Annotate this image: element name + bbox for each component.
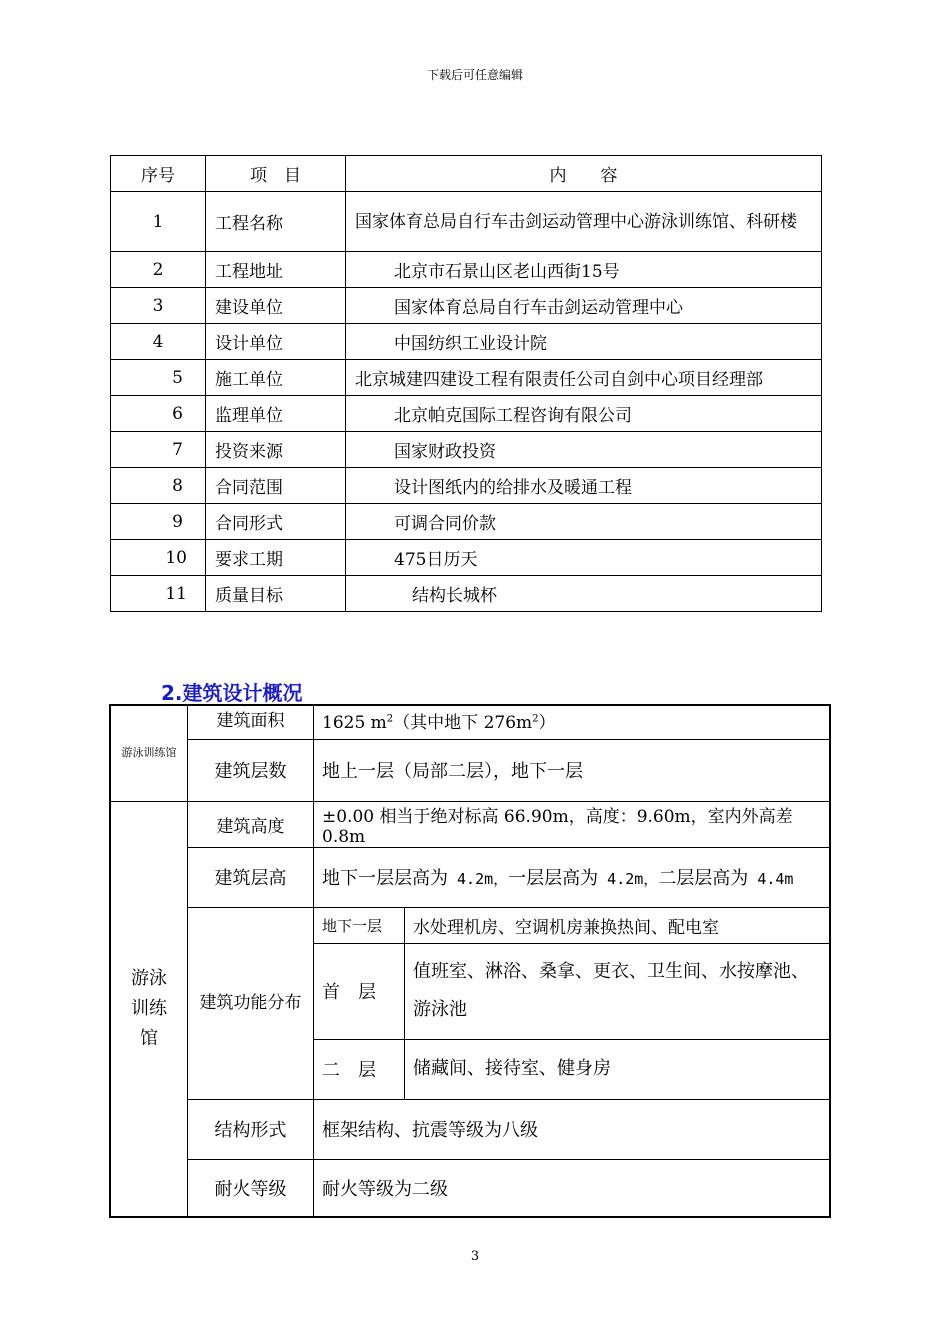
table-row <box>110 705 830 739</box>
row-content: 中国纺织工业设计院 <box>346 324 822 360</box>
row-item: 监理单位 <box>206 396 346 432</box>
row-no: 6 <box>111 396 206 432</box>
row-content: 国家体育总局自行车击剑运动管理中心 <box>346 288 822 324</box>
section-title: 2.建筑设计概况 <box>161 681 303 705</box>
function-floor: 地下一层 <box>314 907 405 943</box>
structure-label: 结构形式 <box>188 1099 314 1159</box>
row-content: 北京城建四建设工程有限责任公司自剑中心项目经理部 <box>346 360 822 396</box>
row-no: 4 <box>111 324 206 360</box>
row-no: 10 <box>111 540 206 576</box>
fire-value: 耐火等级为二级 <box>314 1159 831 1217</box>
row-no: 11 <box>111 576 206 612</box>
storey-height-label: 建筑层高 <box>188 847 314 907</box>
table-row <box>110 907 830 943</box>
row-item: 合同范围 <box>206 468 346 504</box>
row-item: 工程名称 <box>206 192 346 252</box>
row-item: 质量目标 <box>206 576 346 612</box>
function-floor: 二 层 <box>314 1039 405 1099</box>
fire-label: 耐火等级 <box>188 1159 314 1217</box>
storey-height-value: 地下一层层高为 4.2m，一层层高为 4.2m，二层层高为 4.4m <box>314 847 831 907</box>
table-row <box>110 847 830 907</box>
row-no: 1 <box>111 192 206 252</box>
area-value: 1625 $m^2$（其中地下 $276m^2$） <box>314 705 831 739</box>
function-floor: 首 层 <box>314 943 405 1039</box>
row-content: 结构长城杯 <box>346 576 822 612</box>
row-no: 3 <box>111 288 206 324</box>
row-content: 国家体育总局自行车击剑运动管理中心游泳训练馆、科研楼 <box>346 192 822 252</box>
row-item: 施工单位 <box>206 360 346 396</box>
row-item: 工程地址 <box>206 252 346 288</box>
row-item: 投资来源 <box>206 432 346 468</box>
row-item: 合同形式 <box>206 504 346 540</box>
floors-label: 建筑层数 <box>188 739 314 801</box>
table-row <box>111 324 822 360</box>
row-no: 8 <box>111 468 206 504</box>
height-value: ±0.00 相当于绝对标高 66.90m，高度：9.60m，室内外高差 0.8m <box>314 801 831 847</box>
table-row <box>110 801 830 847</box>
row-item: 要求工期 <box>206 540 346 576</box>
function-desc: 水处理机房、空调机房兼换热间、配电室 <box>405 907 831 943</box>
structure-value: 框架结构、抗震等级为八级 <box>314 1099 831 1159</box>
row-content: 475日历天 <box>346 540 822 576</box>
floors-value: 地上一层（局部二层），地下一层 <box>314 739 831 801</box>
col-header-content: 内 容 <box>346 156 822 192</box>
table-row <box>111 576 822 612</box>
page-header: 下载后可任意编辑 <box>426 68 523 82</box>
row-content: 北京帕克国际工程咨询有限公司 <box>346 396 822 432</box>
row-no: 9 <box>111 504 206 540</box>
table-row <box>111 540 822 576</box>
area-label: 建筑面积 <box>188 705 314 739</box>
side-label-main: 游泳训练馆 <box>110 801 188 1217</box>
row-no: 2 <box>111 252 206 288</box>
function-desc: 储藏间、接待室、健身房 <box>405 1039 831 1099</box>
row-content: 设计图纸内的给排水及暖通工程 <box>346 468 822 504</box>
row-content: 国家财政投资 <box>346 432 822 468</box>
side-label-small: 游泳训练馆 <box>110 705 188 801</box>
building-design-table <box>109 704 831 1218</box>
table-row <box>111 432 822 468</box>
row-item: 建设单位 <box>206 288 346 324</box>
row-content: 北京市石景山区老山西街15号 <box>346 252 822 288</box>
table-header-row <box>111 156 822 192</box>
table-row <box>111 468 822 504</box>
row-content: 可调合同价款 <box>346 504 822 540</box>
project-info-table <box>110 155 822 612</box>
height-label: 建筑高度 <box>188 801 314 847</box>
table-row <box>111 288 822 324</box>
table-row <box>111 396 822 432</box>
row-no: 5 <box>111 360 206 396</box>
table-row <box>111 252 822 288</box>
page-number: 3 <box>470 1249 480 1264</box>
table-row <box>110 739 830 801</box>
row-item: 设计单位 <box>206 324 346 360</box>
table-row <box>111 360 822 396</box>
table-row <box>110 1159 830 1217</box>
function-label: 建筑功能分布 <box>188 907 314 1099</box>
function-desc: 值班室、淋浴、桑拿、更衣、卫生间、水按摩池、游泳池 <box>405 943 831 1039</box>
table-row <box>110 1099 830 1159</box>
table-row <box>111 504 822 540</box>
table-row <box>111 192 822 252</box>
col-header-item: 项 目 <box>206 156 346 192</box>
row-no: 7 <box>111 432 206 468</box>
col-header-no: 序号 <box>111 156 206 192</box>
